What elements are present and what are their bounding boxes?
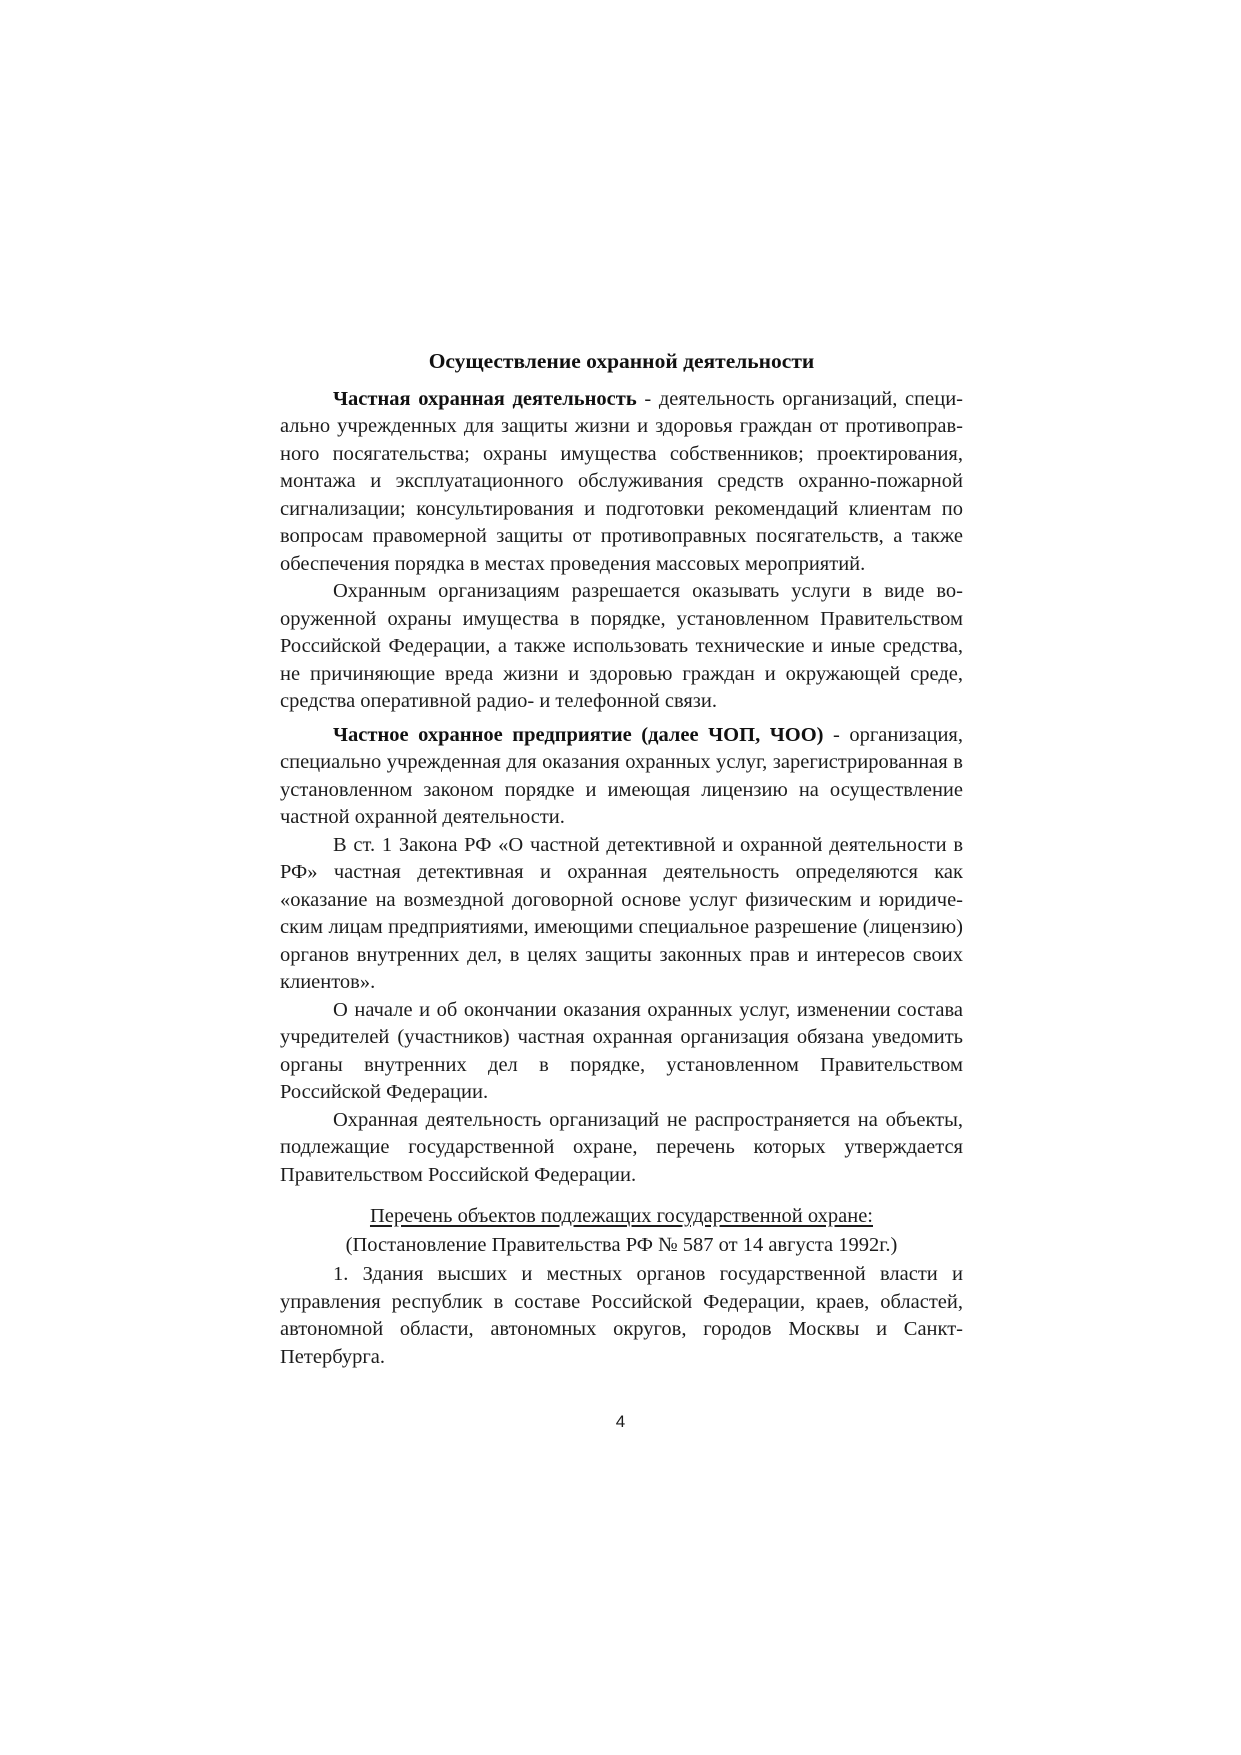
paragraph-text: В ст. 1 Закона РФ «О частной детективной и охранной деятельности в РФ» частная детективная и охранная деятельность определяются как «оказание на возмездной договорной основе услуг физическим и юридическим лицам предприятиями, имеющими специальное разрешение (лицензию) органов внутренних дел, в целях защиты законных прав и интересов своих клиентов». (280, 833, 963, 993)
paragraph-text: О начале и об окончании оказания охранных услуг, изменении состава учредителей (участников) частная охранная организация обязана уведомить органы внутренних дел в порядке, установленном Правительством Российской Федерации. (280, 998, 963, 1103)
paragraph-permitted-services (280, 578, 963, 716)
paragraph-text: - деятельность организаций, специально учрежденных для защиты жизни и здоровья граждан от противоправного посягательства; охраны имущества собственников; проектирования, монтажа и эксплуатационного обслуживания средств охранно-пожарной сигнализации; консультирования и подготовки рекомендаций клиентам по вопросам правомерной защиты от противоправных посягательств, а также обеспечения порядка в местах проведения массовых мероприятий. (280, 387, 963, 575)
page-content (280, 348, 963, 1371)
page-number: 4 (615, 1412, 626, 1431)
list-heading-text: Перечень объектов подлежащих государственной охране: (369, 1205, 873, 1227)
paragraph-text: Охранная деятельность организаций не распространяется на объекты, подлежащие государственной охране, перечень которых утверждается Правительством Российской Федерации. (280, 1108, 963, 1186)
paragraph-text: Охранным организациям разрешается оказывать услуги в виде вооруженной охраны имущества в порядке, установленном Правительством Российской Федерации, а также использовать технические и иные средства, не причиняющие вреда жизни и здоровью граждан и окружающей среде, средства оперативной радио- и телефонной связи. (280, 580, 963, 712)
term-private-security: Частная охранная деятельность (333, 387, 637, 410)
paragraph-notification-duty (280, 997, 963, 1107)
paragraph-state-protection-exclusion (280, 1107, 963, 1190)
list-item: 1. Здания высших и местных органов государственной власти и управления республик в составе Российской Федерации, краев, областей, автономной области, автономных округов, городов Москвы и Санкт-Петербурга. (280, 1263, 963, 1368)
paragraph-private-security-definition (280, 386, 963, 579)
list-source: (Постановление Правительства РФ № 587 от 14 августа 1992г.) (345, 1233, 898, 1256)
paragraph-private-enterprise-definition (280, 722, 963, 832)
list-heading (280, 1203, 963, 1231)
paragraph-law-article (280, 832, 963, 997)
paragraph-text: - организация, специально учрежденная для оказания охранных услуг, зарегистрированная в установленном законом порядке и имеющая лицензию на осуществление частной охранной деятельности. (280, 723, 963, 828)
page-title: Осуществление охранной деятельности (428, 349, 815, 373)
term-private-enterprise: Частное охранное предприятие (далее ЧОП, ЧОО) (333, 723, 824, 746)
